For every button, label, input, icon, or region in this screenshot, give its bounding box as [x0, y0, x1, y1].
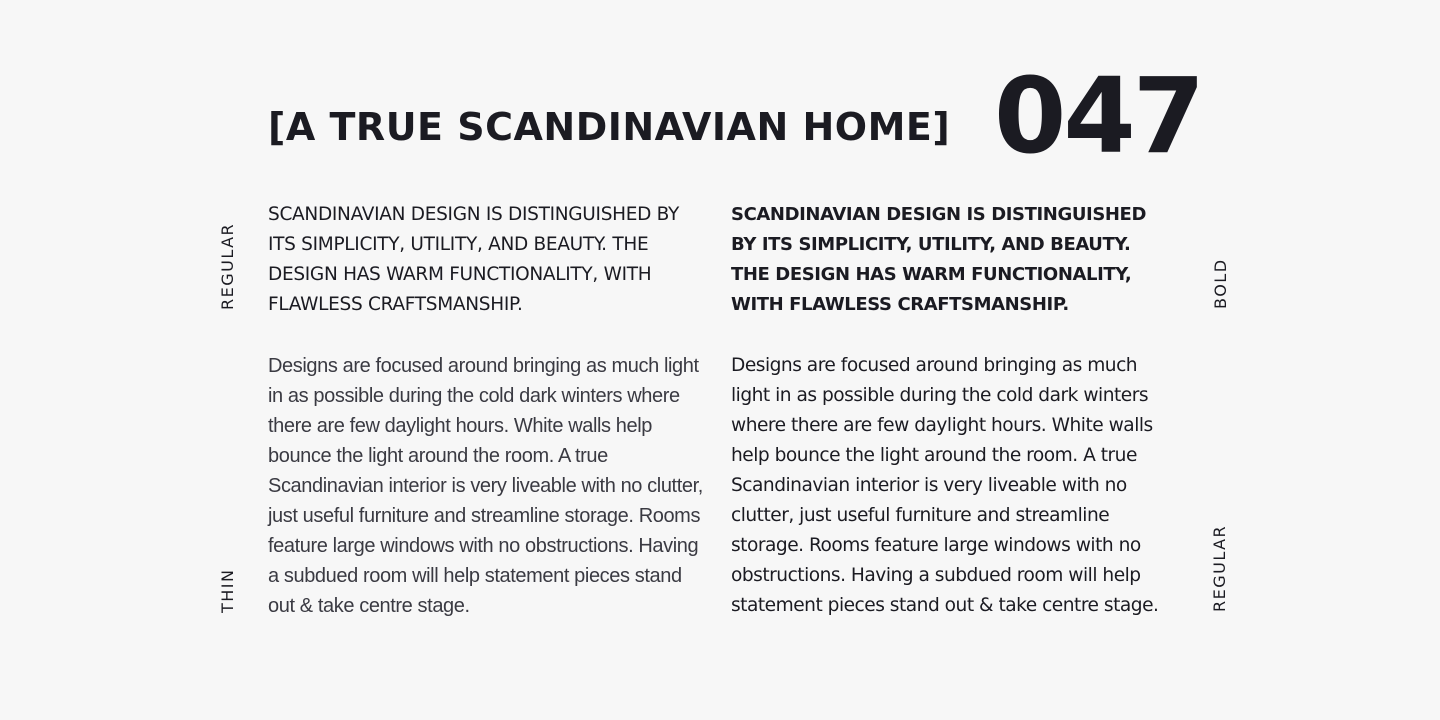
body-paragraph: Designs are focused around bringing as much light in as possible during the cold dark winters where there are few daylight hours. White walls help bounce the light around the room. A true Scandinavian interior is very liveable with no clutter, just useful furniture and streamline storage. Rooms feature large windows with no obstructions. Having a subdued room will help statement pieces stand out & take centre stage. — [268, 355, 703, 617]
weight-label-left-body: THIN — [218, 568, 237, 613]
lead-paragraph: SCANDINAVIAN DESIGN IS DISTINGUISHED BY ITS SIMPLICITY, UTILITY, AND BEAUTY. THE DESIGN HAS WARM FUNCTIONALITY, WITH FLAWLESS CRAFTSMANSHIP. — [268, 204, 680, 315]
page-title: [A TRUE SCANDINAVIAN HOME] — [268, 105, 951, 149]
text-column-right — [731, 200, 1171, 621]
weight-label-left-lead: REGULAR — [218, 222, 237, 310]
lead-paragraph: SCANDINAVIAN DESIGN IS DISTINGUISHED BY ITS SIMPLICITY, UTILITY, AND BEAUTY. THE DESIGN HAS WARM FUNCTIONALITY, WITH FLAWLESS CRAFTSMANSHIP. — [731, 204, 1146, 315]
weight-label-right-body: REGULAR — [1210, 524, 1229, 612]
weight-label-right-lead: BOLD — [1211, 258, 1230, 309]
text-column-left — [268, 200, 708, 621]
page-number: 047 — [994, 55, 1203, 177]
body-paragraph: Designs are focused around bringing as much light in as possible during the cold dark winters where there are few daylight hours. White walls help bounce the light around the room. A true Scandinavian interior is very liveable with no clutter, just useful furniture and streamline storage. Rooms feature large windows with no obstructions. Having a subdued room will help statement pieces stand out & take centre stage. — [731, 355, 1159, 616]
